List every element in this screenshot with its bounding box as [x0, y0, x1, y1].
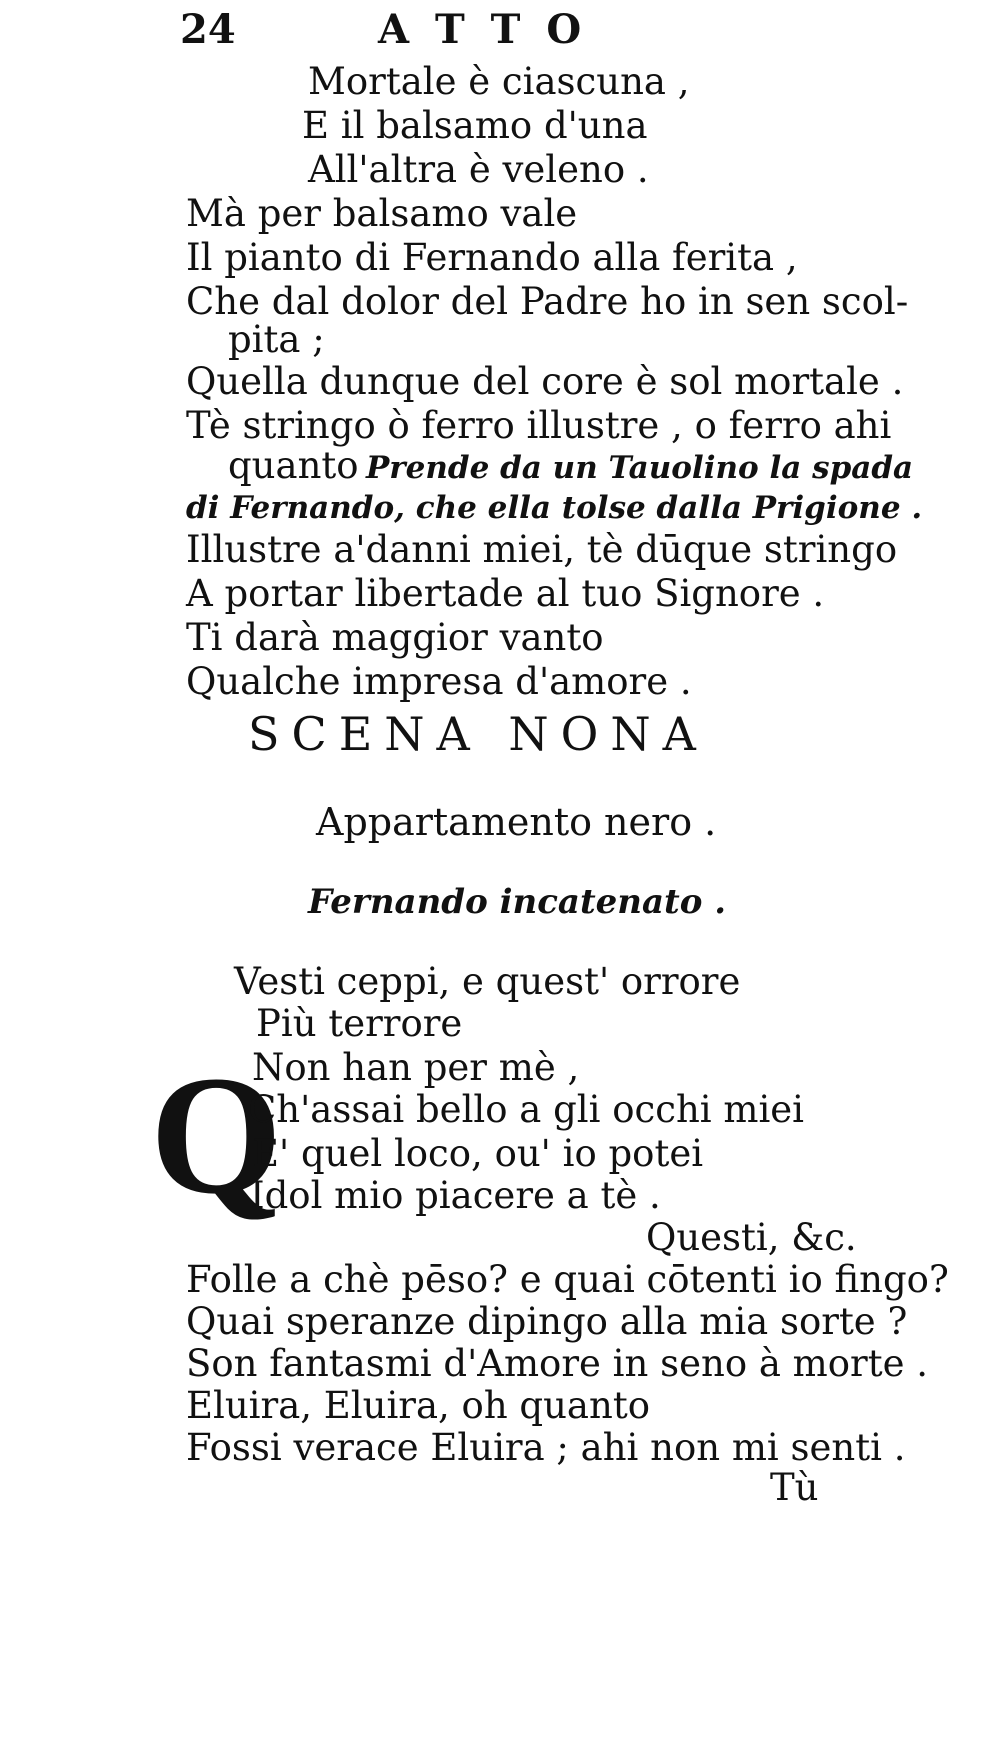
- verse-line: Eluira, Eluira, oh quanto: [186, 1384, 650, 1427]
- song-line: Più terrore: [256, 1002, 463, 1045]
- verse-line: Quai speranze dipingo alla mia sorte ?: [186, 1300, 908, 1343]
- verse-line: Che dal dolor del Padre ho in sen scol-: [186, 280, 909, 323]
- verse-line: Fossi verace Eluira ; ahi non mi senti .: [186, 1426, 906, 1469]
- stage-direction: Prende da un Tauolino la spada: [366, 450, 914, 486]
- stage-direction: di Fernando, che ella tolse dalla Prigione .: [186, 490, 923, 526]
- verse-line: Son fantasmi d'Amore in seno à morte .: [186, 1342, 929, 1385]
- verse-line: A portar libertade al tuo Signore .: [186, 572, 825, 615]
- verse-line: Quella dunque del core è sol mortale .: [186, 360, 904, 403]
- page-number: 24: [180, 6, 236, 53]
- verse-line: E il balsamo d'una: [302, 104, 648, 147]
- verse-line: Il pianto di Fernando alla ferita ,: [186, 236, 798, 279]
- song-line: Ch'assai bello a gli occhi miei: [248, 1088, 805, 1131]
- running-title: A T T O: [378, 6, 588, 53]
- verse-line: Mà per balsamo vale: [186, 192, 578, 235]
- verse-line: Ti darà maggior vanto: [186, 616, 604, 659]
- scene-character: Fernando incatenato .: [308, 882, 727, 922]
- verse-line: pita ;: [228, 318, 325, 361]
- song-line: E' quel loco, ou' io potei: [252, 1132, 704, 1175]
- verse-line: Folle a chè pēso? e quai cōtenti io fingo?: [186, 1258, 949, 1301]
- verse-line: Qualche impresa d'amore .: [186, 660, 692, 703]
- scene-setting: Appartamento nero .: [316, 800, 717, 844]
- refrain: Questi, &c.: [646, 1216, 857, 1259]
- verse-line: quanto: [228, 444, 359, 487]
- song-line: Non han per mè ,: [252, 1046, 580, 1089]
- verse-line: Tè stringo ò ferro illustre , o ferro ahi: [186, 404, 892, 447]
- catchword: Tù: [770, 1466, 819, 1509]
- verse-line: All'altra è veleno .: [308, 148, 649, 191]
- song-line: Idol mio piacere a tè .: [250, 1174, 661, 1217]
- drop-cap: Q: [150, 1041, 283, 1229]
- scene-title: SCENA NONA: [248, 707, 708, 761]
- verse-line: Illustre a'danni miei, tè dūque stringo: [186, 528, 898, 571]
- verse-line: Mortale è ciascuna ,: [308, 60, 690, 103]
- song-line: Vesti ceppi, e quest' orrore: [234, 960, 741, 1003]
